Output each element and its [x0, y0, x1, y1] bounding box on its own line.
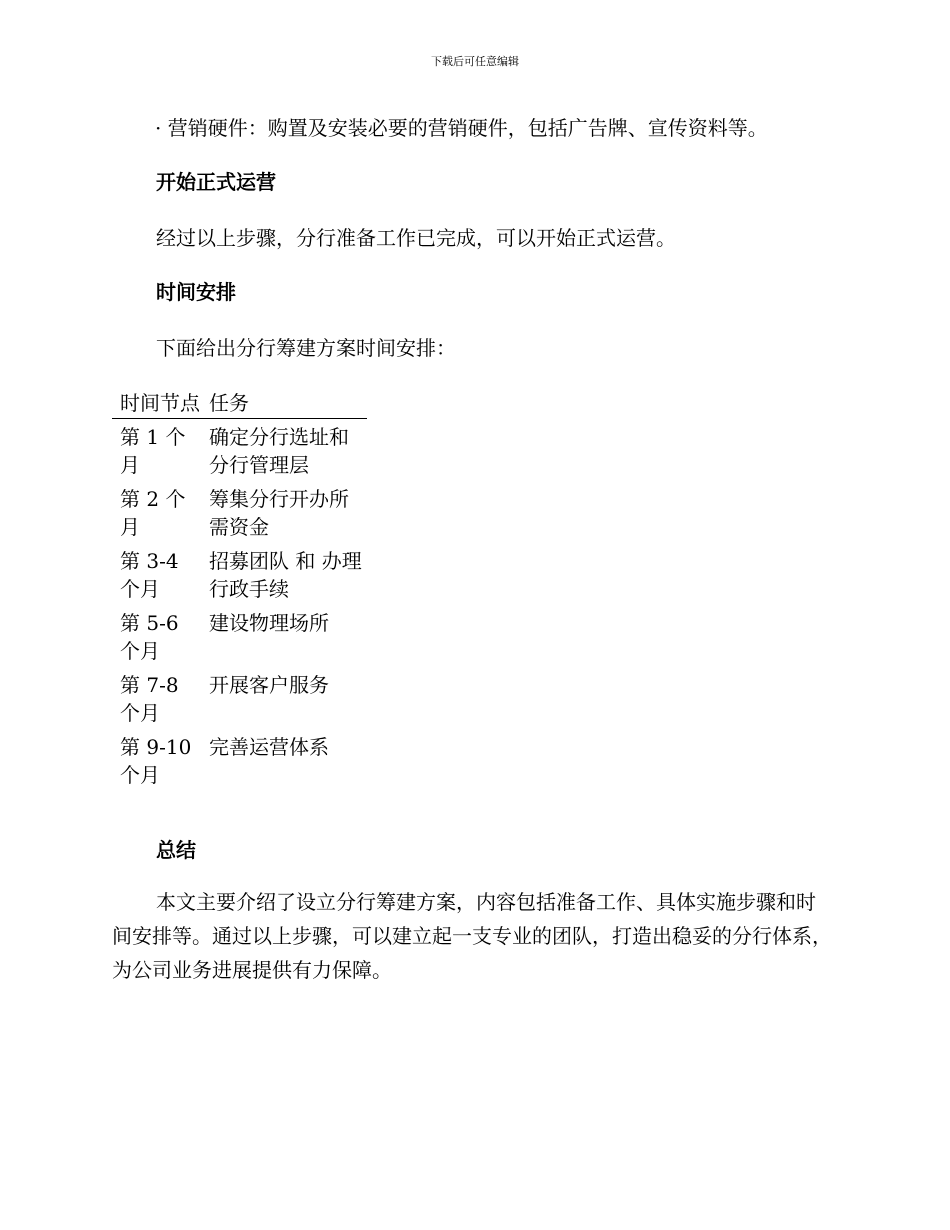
- table-row: [112, 603, 367, 665]
- page-header-note: 下载后可任意编辑: [431, 55, 519, 68]
- heading-schedule: 时间安排: [156, 280, 236, 304]
- cell-time: 第 7-8 个月: [120, 673, 179, 725]
- cell-task: 建设物理场所: [209, 611, 329, 635]
- table-row: [112, 727, 367, 789]
- table-row: [112, 665, 367, 727]
- column-header-time: 时间节点: [112, 389, 203, 419]
- cell-time: 第 2 个月: [120, 487, 186, 539]
- paragraph-start-operations: 经过以上步骤，分行准备工作已完成，可以开始正式运营。: [156, 226, 676, 250]
- cell-task: 招募团队 和 办理行政手续: [209, 549, 362, 601]
- heading-start-operations: 开始正式运营: [156, 170, 276, 194]
- schedule-table-header-row: [112, 389, 367, 419]
- bullet-marketing-hardware: · 营销硬件：购置及安装必要的营销硬件，包括广告牌、宣传资料等。: [155, 116, 768, 140]
- table-row: [112, 479, 367, 541]
- cell-task: 确定分行选址和分行管理层: [209, 425, 349, 477]
- cell-task: 筹集分行开办所需资金: [209, 487, 349, 539]
- schedule-table: [112, 389, 367, 789]
- column-header-task: 任务: [203, 389, 367, 419]
- cell-time: 第 5-6 个月: [120, 611, 179, 663]
- cell-time: 第 9-10 个月: [120, 735, 192, 787]
- paragraph-schedule-intro: 下面给出分行筹建方案时间安排：: [156, 336, 456, 360]
- cell-task: 开展客户服务: [209, 673, 329, 697]
- heading-summary: 总结: [156, 838, 196, 862]
- cell-time: 第 1 个月: [120, 425, 186, 477]
- cell-task: 完善运营体系: [209, 735, 329, 759]
- table-row: [112, 541, 367, 603]
- paragraph-summary: 本文主要介绍了设立分行筹建方案，内容包括准备工作、具体实施步骤和时间安排等。通过以上步骤，可以建立起一支专业的团队，打造出稳妥的分行体系，为公司业务进展提供有力保障。: [112, 890, 832, 982]
- cell-time: 第 3-4 个月: [120, 549, 179, 601]
- table-row: [112, 419, 367, 480]
